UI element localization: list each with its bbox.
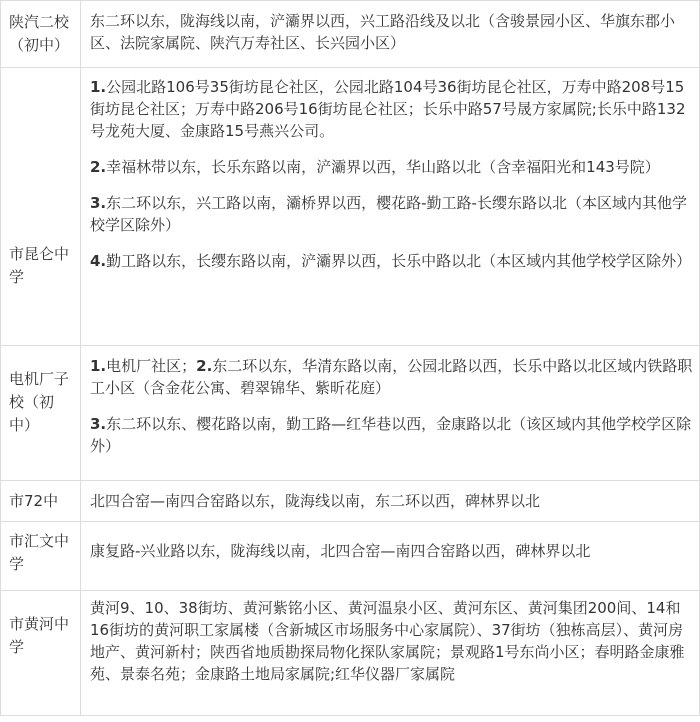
district-text: 勤工路以东，长缨东路以南，浐灞界以西，长乐中路以北（本区域内其他学校学区除外）: [106, 252, 692, 270]
district-text: 北四合窑—南四合窑路以东，陇海线以南，东二环以西，碑林界以北: [90, 492, 541, 510]
item-number: 4.: [90, 252, 107, 270]
district-paragraph: [81, 10, 699, 54]
table-row: [1, 68, 700, 346]
item-number: 1.: [90, 357, 107, 375]
district-cell: [81, 481, 700, 522]
table-row: [1, 346, 700, 481]
district-cell: [81, 1, 700, 68]
table-row: [1, 1, 700, 68]
district-text: 东二环以东、樱花路以南，勤工路—红华巷以西，金康路以北（该区域内其他学校学区除外）: [90, 415, 692, 455]
district-paragraph: [81, 490, 699, 512]
school-name: 市72中: [9, 492, 59, 510]
item-number: 1.: [90, 78, 107, 96]
district-text: 康复路-兴业路以东，陇海线以南，北四合窑—南四合窑路以西，碑林界以北: [90, 542, 591, 560]
item-number: 3.: [90, 194, 107, 212]
district-text: 电机厂社区；: [106, 357, 197, 375]
school-name-cell: [1, 1, 81, 68]
item-number: 3.: [90, 415, 107, 433]
school-name-cell: [1, 522, 81, 591]
district-text: 公园北路106号35街坊昆仑社区，公园北路104号36街坊昆仑社区，万寿中路208号15街坊昆仑社区；万寿中路206号16街坊昆仑社区；长乐中路57号晟方家属院;长乐中路132号龙苑大厦、金康路15号燕兴公司。: [90, 78, 686, 140]
district-paragraph: [81, 192, 699, 236]
school-name: 电机厂子校（初中）: [9, 370, 70, 434]
table-row: [1, 591, 700, 716]
district-paragraph: [81, 355, 699, 399]
district-paragraph: [81, 540, 699, 562]
table-row: [1, 522, 700, 591]
district-cell: [81, 522, 700, 591]
district-paragraph: [81, 250, 699, 272]
district-paragraph: [81, 413, 699, 457]
school-name-cell: [1, 346, 81, 481]
district-text: 东二环以东，陇海线以南，浐灞界以西，兴工路沿线及以北（含骏景园小区、华旗东郡小区、法院家属院、陕汽万寿社区、长兴园小区）: [90, 12, 676, 52]
district-text: 黄河9、10、38街坊、黄河紫铭小区、黄河温泉小区、黄河东区、黄河集团200间、14和16街坊的黄河职工家属楼（含新城区市场服务中心家属院）、37街坊（独栋高层）、黄河房地产、黄河新村；陕西省地质勘探局物化探队家属院；景观路1号东尚小区；春明路金康雅苑、景泰名苑；金康路土地局家属院;红华仪器厂家属院: [90, 599, 685, 683]
school-name: 市汇文中学: [9, 532, 70, 573]
district-paragraph: [81, 156, 699, 178]
district-text: 东二环以东，兴工路以南，灞桥界以西，樱花路-勤工路-长缨东路以北（本区域内其他学校学区除外）: [90, 194, 687, 234]
district-text: 幸福林带以东，长乐东路以南，浐灞界以西，华山路以北（含幸福阳光和143号院）: [106, 158, 660, 176]
district-cell: [81, 591, 700, 716]
school-name-cell: [1, 481, 81, 522]
district-text: 东二环以东，华清东路以南，公园北路以西，长乐中路以北区域内铁路职工小区（含金花公寓、碧翠锦华、紫昕花庭）: [90, 357, 693, 397]
district-paragraph: [81, 597, 699, 685]
district-cell: [81, 68, 700, 346]
item-number: 2.: [90, 158, 107, 176]
school-name: 陕汽二校（初中）: [9, 13, 70, 54]
item-number: 2.: [196, 357, 213, 375]
school-name-cell: [1, 68, 81, 346]
school-name-cell: [1, 591, 81, 716]
district-paragraph: [81, 76, 699, 142]
district-cell: [81, 346, 700, 481]
school-name: 市昆仑中学: [9, 245, 70, 286]
school-name: 市黄河中学: [9, 615, 70, 656]
table-row: [1, 481, 700, 522]
